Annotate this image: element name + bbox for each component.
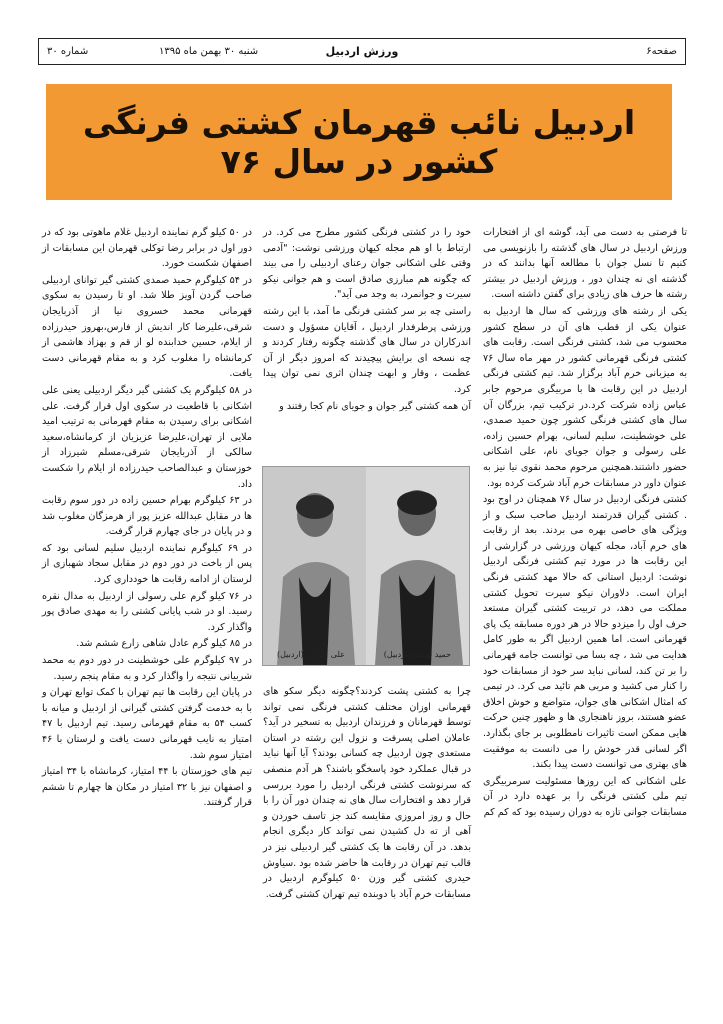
paragraph: در ۵۸ کیلوگرم یک کشتی گیر دیگر اردبیلی یعنی علی اشکانی با قاطعیت در سکوی اول قرار گرفت. علی اشکانی برای رسیدن به مقام قهرمانی به ترتیب امید ملایی از تهران،علیرضا عزیزیان از کرمانشاه،سعید سالکی از آذربایجان شرقی،مسلم شیرزاد از خوزستان و عبدالصاحب حیدرزاده از ایلام را شکست داد. — [42, 384, 252, 490]
paragraph: در ۶۹ کیلوگرم نماینده اردبیل سلیم لسانی بود که پس از باخت در دور دوم در مقابل سجاد شهبازی از لرستان از ادامه رقابت ها خودداری کرد. — [42, 542, 252, 586]
column-middle-bottom — [263, 684, 471, 964]
paragraph: در ۵۴ کیلوگرم حمید صمدی کشتی گیر توانای اردبیلی صاحب گردن آویز طلا شد. او تا رسیدن به سکوی قهرمانی محمد خسروی نیا از آذربایجان شرقی،علیرضا کار اندیش از فارس،بهروز حیدرزاده از ایلام، حسین خدابنده لو از قم و بهزاد هاشمی از کرمانشاه را مغلوب کرد و به مقام قهرمانی دست یافت. — [42, 274, 252, 380]
paragraph: آن همه کشتی گیر جوان و جویای نام کجا رفتند و — [279, 400, 471, 412]
paragraph: در ۵۰ کیلو گرم نماینده اردبیل غلام ماهوتی بود که در دور اول در برابر رضا توکلی قهرمان این مسابقات از اصفهان شکست خورد. — [42, 227, 252, 270]
paragraph: چرا به کشتی پشت کردند؟چگونه دیگر سکو های قهرمانی اوزان مختلف کشتی فرنگی نمی تواند توسط قهرمانان و فرزندان اردبیل به تسخیر در آید؟ عاملان اصلی پسرفت و نزول این رشته در استان مستعدی چون اردبیل چه کسانی بودند؟ آیا آنها نباید در قبال عملکرد خود پاسخگو باشند؟ هر آدم منصفی که سرنوشت کشتی فرنگی اردبیل را مورد بررسی قرار دهد و افتخارات سال های نه چندان دور آن را با حال و روز امروزی مقایسه کند جز تاسف خوردن و آهی از ته دل کشیدن نمی تواند کار دیگری انجام بدهد. در آن رقابت ها یک کشتی گیر اردبیلی نیز در قالب تیم تهران در رقابت ها حاضر شده بود .سیاوش حیدری کشتی گیر وزن ۵۰ کیلوگرم اردبیل در مسابقات خرم آباد با دوبنده تیم تهران کشتی گرفت. — [262, 686, 471, 900]
title-banner — [46, 84, 672, 200]
issue-number: شماره ۳۰ — [47, 46, 89, 57]
paragraph: خود را در کشتی فرنگی کشور مطرح می کرد. در ارتباط با او هم مجله کیهان ورزشی نوشت: "آدمی وقتی علی اشکانی جوان رعنای اردبیلی را می بیند که چگونه هم مبارزی صادق است و هم جوانی نیکو سیرت و جوانمرد، به وجد می آید". — [263, 227, 471, 301]
paragraph: در ۹۷ کیلوگرم علی خوشطینت در دور دوم به محمد شربیانی نتیجه را واگذار کرد و به مقام پنجم رسید. — [42, 655, 252, 682]
column-left — [42, 225, 252, 965]
column-middle-top — [263, 225, 471, 425]
article-title: اردبیل نائب قهرمان کشتی فرنگی کشور در سال ۷۶ — [82, 103, 636, 181]
paragraph: تیم های خوزستان با ۴۴ امتیاز، کرمانشاه با ۳۴ امتیاز و اصفهان نیز با ۳۲ امتیاز در مکان ها چهارم تا ششم قرار گرفتند. — [42, 766, 253, 809]
issue-date: شنبه ۳۰ بهمن ماه ۱۳۹۵ — [159, 46, 259, 57]
wrestlers-photo — [262, 466, 470, 666]
paragraph: تا فرصتی به دست می آید، گوشه ای از افتخارات ورزش اردبیل در سال های گذشته را بازنویسی می کنیم تا نسل جوان با مطالعه آنها بدانند که در گذشته ای نه چندان دور ، ورزش اردبیل در بیشتر رشته ها حرف های زیادی برای گفتن داشته است. — [483, 227, 687, 301]
photo-caption-left: علی اشکانی(اردبیل) — [277, 650, 345, 659]
paragraph: در پایان این رقابت ها تیم تهران با کمک توابع تهران و با به خدمت گرفتن کشتی گیرانی از اردبیل و میانه با کسب ۵۴ به مقام قهرمانی رسید. تیم اردبیل با ۴۷ امتیاز به نایب قهرمانی دست یافت و لرستان با ۴۶ امتیاز سوم شد. — [42, 687, 252, 761]
paragraph: علی اشکانی که این روزها مسئولیت سرمربیگری تیم ملی کشتی فرنگی را بر عهده دارد در آن مسابقات جوانی تازه به دوران رسیده بود که کم کم — [483, 775, 687, 818]
column-right — [483, 225, 687, 965]
page-number: صفحه۶ — [646, 46, 677, 57]
paragraph: راستی چه بر سر کشتی فرنگی ما آمد، با این رشته ورزشی پرطرفدار اردبیل ، آقایان مسؤول و دست اندرکاران در سال های گذشته چگونه رفتار کردند و چه نسخه ای برایش پیچیدند که امروز دیگر از آن عظمت ، وقار و ابهت چندان اثری نمی توان پیدا کرد. — [263, 305, 471, 395]
paragraph: در ۶۳ کیلوگرم بهرام حسین زاده در دور سوم رقابت ها در مقابل عبدالله عزیز پور از هرمزگان مغلوب شد و در پایان در جای چهارم قرار گرفت. — [42, 495, 252, 538]
photo-caption-right: حمید صمدی(اردبیل) — [383, 650, 451, 659]
publication-name: ورزش اردبیل — [325, 45, 399, 58]
paragraph: در ۸۵ کیلو گرم عادل شاهی زارع ششم شد. — [76, 638, 252, 650]
page-header — [38, 38, 686, 65]
wrestlers-image — [263, 467, 469, 665]
paragraph: یکی از رشته های ورزشی که سال ها اردبیل به عنوان یکی از قطب های آن در سطح کشور محسوب می شد، کشتی فرنگی است. رقابت های کشتی فرنگی قهرمانی کشور در مهر ماه سال ۷۶ به میزبانی خرم آباد برگزار شد. تیم کشتی فرنگی اردبیل در این رقابت ها با مربیگری مرحوم جابر عباس زاده شرکت کرد.در ترکیب تیم، بزرگان آن سال های کشتی فرنگی کشور چون حمید صمدی، علی خوشطینت، سلیم لسانی، بهرام حسین زاده، علی رسولی و جوان جویای نام، علی اشکانی حضور داشتند.همچنین مرحوم محمد نقوی نیا نیز به عنوان داور در مسابقات خرم آباد شرکت کرده بود. — [483, 305, 687, 489]
paragraph: کشتی فرنگی اردبیل در سال ۷۶ همچنان در اوج بود . کشتی گیران قدرتمند اردبیل صاحب سبک و از ویژگی های خاصی بهره می بردند. بعد از رقابت های خرم آباد، مجله کیهان ورزشی در گزارشی از این رقابت ها در مورد تیم کشتی فرنگی اردبیل نوشت: اردبیل استانی که حالا مهد کشتی فرنگی ایران است. دلاوران نیکو سیرت تحویل کشتی مملکت می دهد، در تربیت کشتی گیران مستعد حرف اول را میزدو حالا در هر دوره مسابقه یک پای قهرمانی است. اما همین اردبیل اگر به طور کامل هدایت می شد ، چه بسا می توانست جامه قهرمانی را بر تن کند، لسانی نباید سر خود از مسابقات خود را کنار می کشید و مربی هم تائید می کرد. در تیمی که امثال اشکانی های جوان، متواضع و خوش اخلاق عضو هستند، بروز ناهنجاری ها و ظهور چنین حرکت هایی ممکن است تاثیرات نامطلوبی بر جای بگذارد. اگر لسانی قدر خودش را می دانست به موفقیت های بهتری می توانست دست پیدا بکند. — [483, 494, 687, 771]
paragraph: در ۷۶ کیلو گرم علی رسولی از اردبیل به مدال نقره رسید. او در شب پایانی کشتی را به مهدی صادق پور واگذار کرد. — [42, 590, 252, 633]
